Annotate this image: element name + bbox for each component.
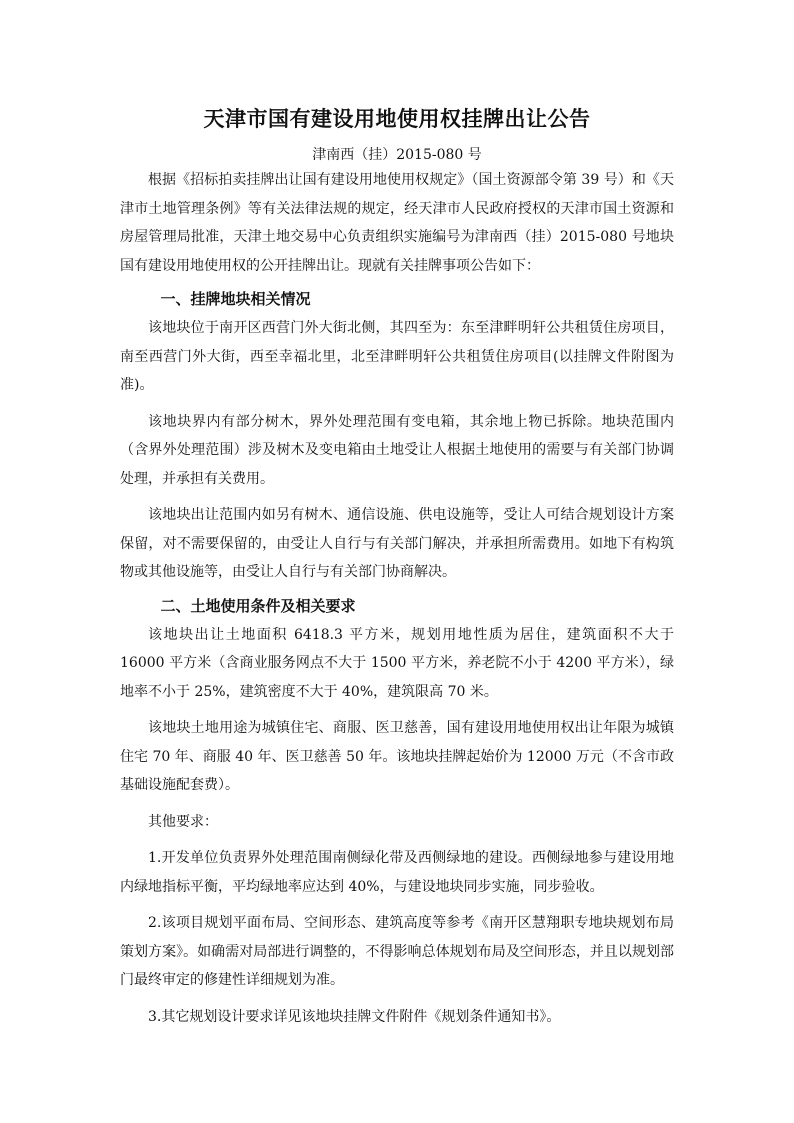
section-1-paragraph: 该地块界内有部分树木，界外处理范围有变电箱，其余地上物已拆除。地块范围内（含界外处理范围）涉及树木及变电箱由土地受让人根据土地使用的需要与有关部门协调处理，并承担有关费用。: [120, 413, 674, 487]
requirement-item: 1.开发单位负责界外处理范围南侧绿化带及西侧绿地的建设。西侧绿地参与建设用地内绿地指标平衡，平均绿地率应达到 40%，与建设地块同步实施，同步验收。: [120, 850, 674, 895]
section-2-paragraph: 该地块土地用途为城镇住宅、商服、医卫慈善，国有建设用地使用权出让年限为城镇住宅 70 年、商服 40 年、医卫慈善 50 年。该地块挂牌起始价为 12000 万元（不含市政基础设施配套费）。: [120, 720, 674, 793]
section-1-heading: 一、挂牌地块相关情况: [160, 290, 311, 308]
other-requirements-label: 其他要求：: [148, 813, 218, 830]
document-title: 天津市国有建设用地使用权挂牌出让公告: [203, 106, 591, 131]
section-2-paragraph: 该地块出让土地面积 6418.3 平方米，规划用地性质为居住，建筑面积不大于 16000 平方米（含商业服务网点不大于 1500 平方米，养老院不小于 4200 平方米），绿地率不小于 25%，建筑密度不大于 40%，建筑限高 70 米。: [120, 626, 674, 700]
document-number: 津南西（挂）2015-080 号: [312, 147, 482, 163]
section-2-heading: 二、土地使用条件及相关要求: [160, 596, 356, 615]
section-1-paragraph: 该地块出让范围内如另有树木、通信设施、供电设施等，受让人可结合规划设计方案保留，对不需要保留的，由受让人自行与有关部门解决，并承担所需费用。如地下有构筑物或其他设施等，由受让人自行与有关部门协商解决。: [120, 507, 674, 580]
requirement-item: 2.该项目规划平面布局、空间形态、建筑高度等参考《南开区慧翔职专地块规划布局策划方案》。如确需对局部进行调整的，不得影响总体规划布局及空间形态，并且以规划部门最终审定的修建性详细规划为准。: [120, 915, 674, 988]
section-1-paragraph: 该地块位于南开区西营门外大街北侧，其四至为：东至津畔明轩公共租赁住房项目，南至西营门外大街，西至幸福北里，北至津畔明轩公共租赁住房项目(以挂牌文件附图为准)。: [120, 320, 674, 393]
requirement-item: 3.其它规划设计要求详见该地块挂牌文件附件《规划条件通知书》。: [148, 1008, 561, 1025]
intro-paragraph: 根据《招标拍卖挂牌出让国有建设用地使用权规定》（国土资源部令第 39 号）和《天津市土地管理条例》等有关法律法规的规定，经天津市人民政府授权的天津市国土资源和房屋管理局批准，天津土地交易中心负责组织实施编号为津南西（挂）2015-080 号地块国有建设用地使用权的公开挂牌出让。现就有关挂牌事项公告如下：: [120, 172, 674, 274]
